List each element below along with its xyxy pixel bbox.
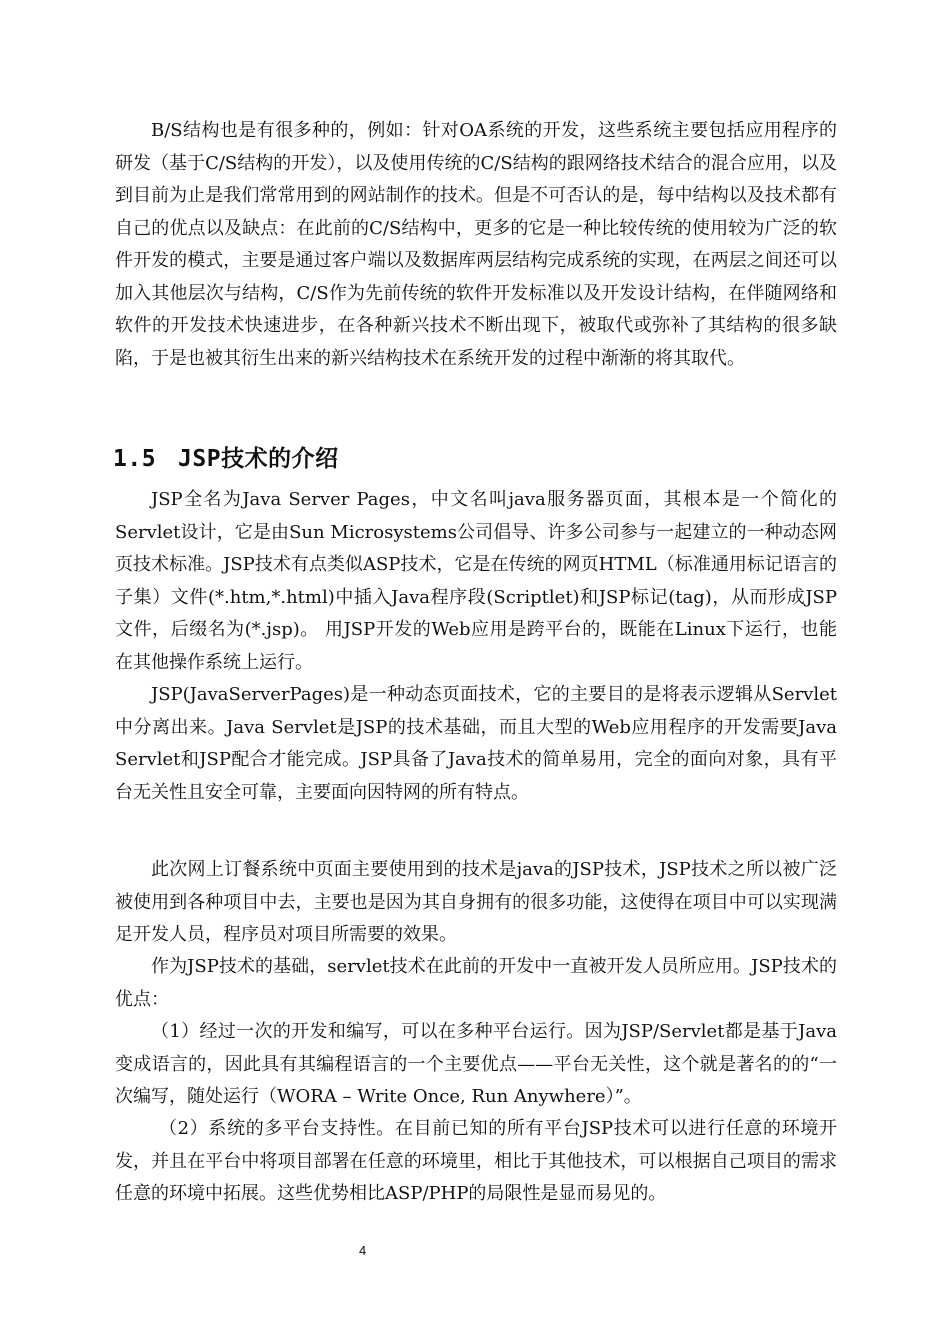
- page-number: 4: [359, 1243, 367, 1258]
- paragraph-advantage-1: （1）经过一次的开发和编写，可以在多种平台运行。因为JSP/Servlet都是基于Java变成语言的，因此具有其编程语言的一个主要优点——平台无关性，这个就是著名的的“一次编写，随处运行（WORA – Write Once, Run Anywhere）”。: [115, 1021, 837, 1107]
- section-number: 1.5: [113, 446, 157, 472]
- section-title: JSP技术的介绍: [178, 446, 339, 472]
- paragraph-advantage-2: （2）系统的多平台支持性。在目前已知的所有平台JSP技术可以进行任意的环境开发，并且在平台中将项目部署在任意的环境里，相比于其他技术，可以根据自己项目的需求任意的环境中拓展。这些优势相比ASP/PHP的局限性是显而易见的。: [115, 1118, 837, 1204]
- paragraph-jsp-definition: JSP(JavaServerPages)是一种动态页面技术，它的主要目的是将表示逻辑从Servlet中分离出来。Java Servlet是JSP的技术基础，而且大型的Web应用程序的开发需要Java Servlet和JSP配合才能完成。JSP具备了Java技术的简单易用，完全的面向对象，具有平台无关性且安全可靠，主要面向因特网的所有特点。: [115, 684, 837, 803]
- section-heading: [113, 440, 339, 473]
- paragraph-ordering-system: 此次网上订餐系统中页面主要使用到的技术是java的JSP技术，JSP技术之所以被广泛被使用到各种项目中去，主要也是因为其自身拥有的很多功能，这使得在项目中可以实现满足开发人员，程序员对项目所需要的效果。: [115, 859, 837, 945]
- paragraph-jsp-intro: JSP全名为Java Server Pages，中文名叫java服务器页面，其根本是一个简化的Servlet设计，它是由Sun Microsystems公司倡导、许多公司参与一起建立的一种动态网页技术标准。JSP技术有点类似ASP技术，它是在传统的网页HTML（标准通用标记语言的子集）文件(*.htm,*.html)中插入Java程序段(Scriptlet)和JSP标记(tag)，从而形成JSP文件，后缀名为(*.jsp)。 用JSP开发的Web应用是跨平台的，既能在Linux下运行，也能在其他操作系统上运行。: [115, 489, 837, 673]
- paragraph-bs-structure: B/S结构也是有很多种的，例如：针对OA系统的开发，这些系统主要包括应用程序的研发（基于C/S结构的开发），以及使用传统的C/S结构的跟网络技术结合的混合应用，以及到目前为止是我们常常用到的网站制作的技术。但是不可否认的是，每中结构以及技术都有自己的优点以及缺点：在此前的C/S结构中，更多的它是一种比较传统的使用较为广泛的软件开发的模式，主要是通过客户端以及数据库两层结构完成系统的实现，在两层之间还可以加入其他层次与结构，C/S作为先前传统的软件开发标准以及开发设计结构，在伴随网络和软件的开发技术快速进步，在各种新兴技术不断出现下，被取代或弥补了其结构的很多缺陷，于是也被其衍生出来的新兴结构技术在系统开发的过程中渐渐的将其取代。: [115, 120, 837, 369]
- paragraph-servlet-basis: 作为JSP技术的基础，servlet技术在此前的开发中一直被开发人员所应用。JSP技术的优点：: [115, 956, 837, 1010]
